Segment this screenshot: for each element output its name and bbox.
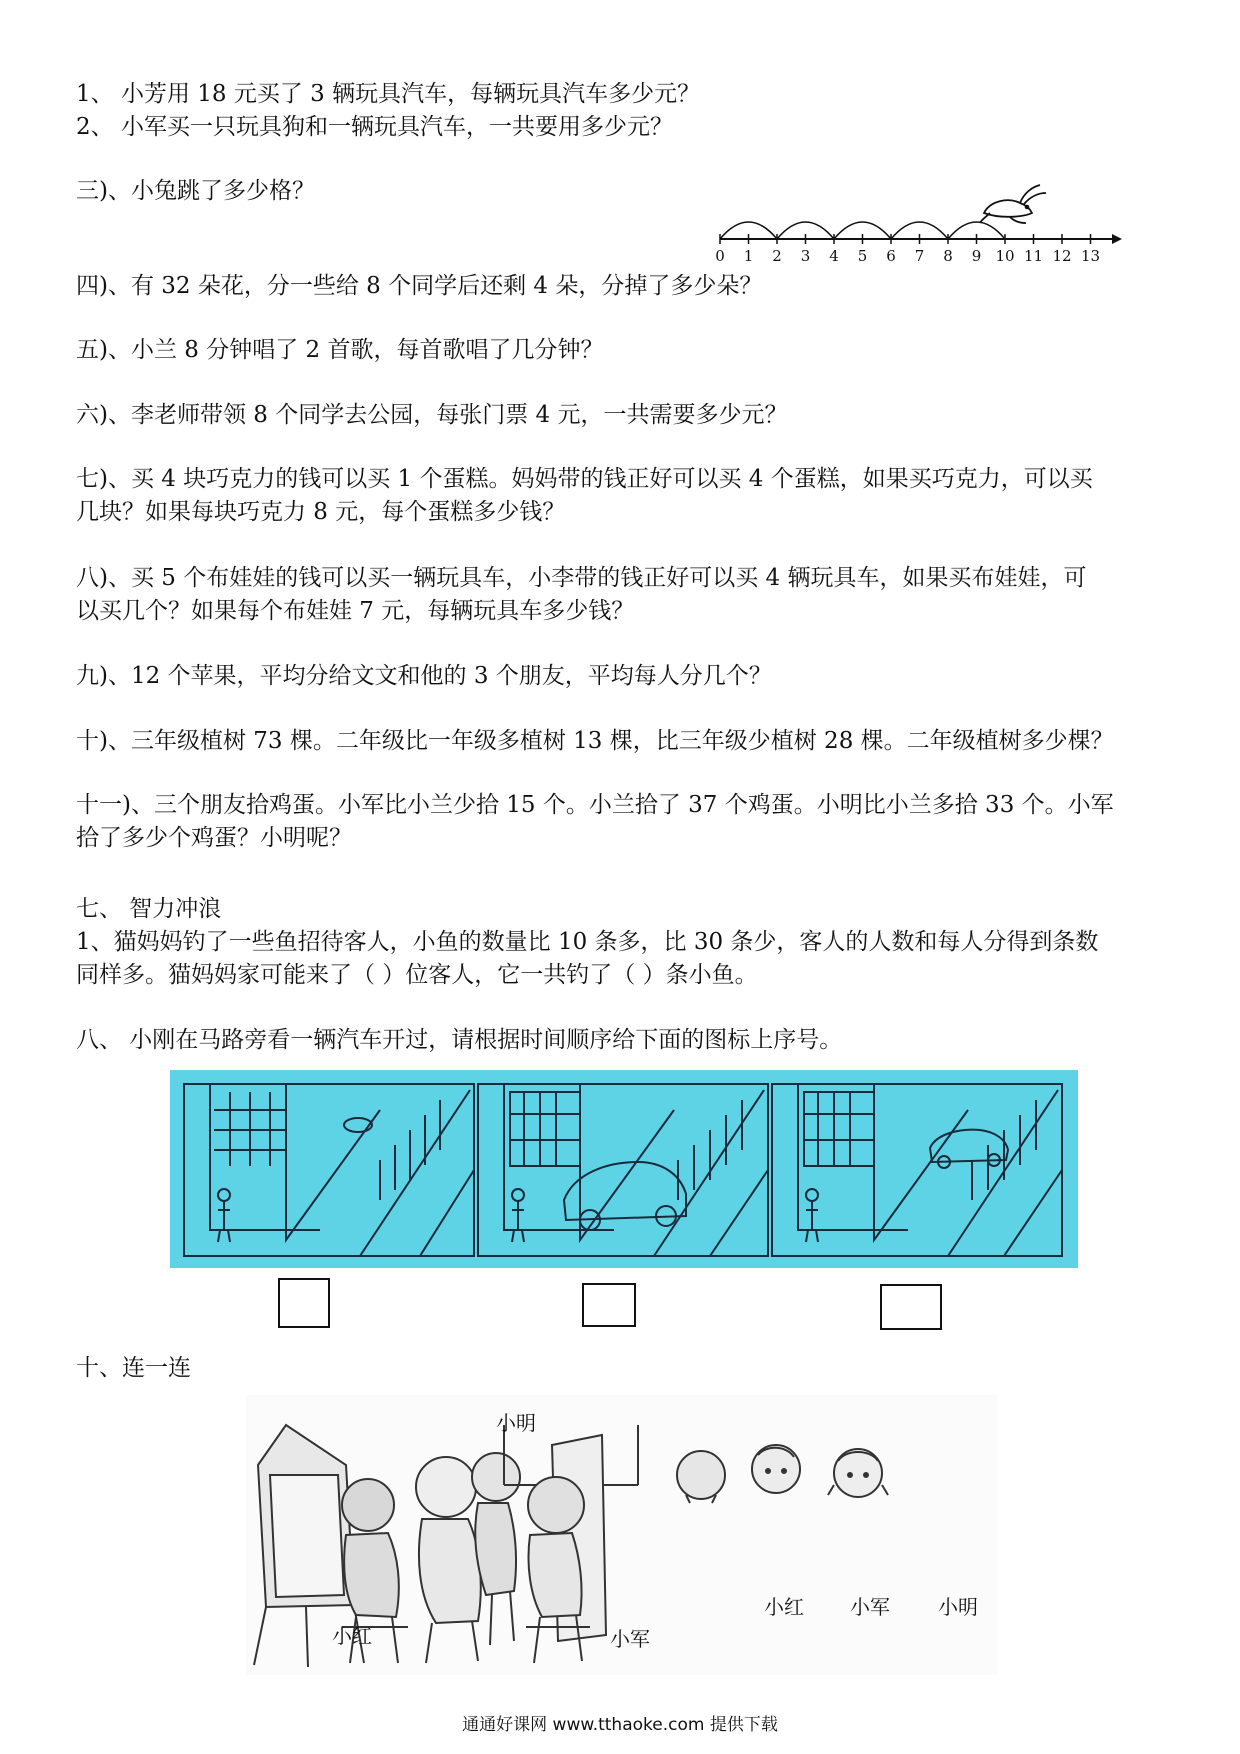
label-xiaohong-scene: 小红 (332, 1624, 372, 1648)
order-answer-box-2[interactable] (582, 1283, 636, 1327)
number-line-tick-label: 4 (829, 247, 839, 265)
order-answer-box-3[interactable] (880, 1284, 942, 1330)
connect-picture (246, 1395, 998, 1675)
footer-credit: 通通好课网 www.tthaoke.com 提供下载 (462, 1715, 778, 1735)
number-line-arrow (1112, 234, 1122, 244)
number-line-tick-label: 5 (857, 247, 868, 265)
number-line-tick-label: 10 (995, 247, 1015, 265)
number-line-tick-label: 3 (800, 247, 811, 265)
order-answer-box-1[interactable] (278, 1278, 330, 1328)
number-line-tick-label: 7 (914, 247, 925, 265)
question-11-line2: 拾了多少个鸡蛋？小明呢？ (76, 825, 352, 851)
question-8-line1: 八)、买 5 个布娃娃的钱可以买一辆玩具车，小李带的钱正好可以买 4 辆玩具车，如果买布娃娃，可 (76, 565, 1087, 591)
number-line-tick-label: 13 (1080, 247, 1101, 265)
question-2: 2、 小军买一只玩具狗和一辆玩具汽车，一共要用多少元？ (76, 114, 673, 140)
head-xiaojun (752, 1445, 800, 1493)
question-rabbit-jumps: 三)、小兔跳了多少格？ (76, 178, 315, 204)
number-line-tick-label: 8 (943, 247, 953, 265)
section-10-heading: 十、连一连 (76, 1355, 191, 1381)
number-line-figure (712, 175, 1122, 265)
question-7-line2: 几块？如果每块巧克力 8 元，每个蛋糕多少钱？ (76, 499, 566, 525)
number-line-tick-label: 9 (971, 247, 982, 265)
section-7-question-line2: 同样多。猫妈妈家可能来了（ ）位客人，它一共钓了（ ）条小鱼。 (76, 962, 758, 988)
number-line-tick-label: 11 (1023, 247, 1044, 265)
comic-background (170, 1070, 1078, 1268)
section-8-heading: 八、 小刚在马路旁看一辆汽车开过，请根据时间顺序给下面的图标上序号。 (76, 1027, 843, 1053)
number-line-tick-label: 6 (886, 247, 896, 265)
number-line-tick-label: 2 (772, 247, 782, 265)
label-xiaojun-scene: 小军 (610, 1627, 650, 1651)
number-line (715, 222, 1122, 265)
question-10: 十)、三年级植树 73 棵。二年级比一年级多植树 13 棵，比三年级少植树 28 棵。二年级植树多少棵？ (76, 728, 1114, 754)
question-7-line1: 七)、买 4 块巧克力的钱可以买 1 个蛋糕。妈妈带的钱正好可以买 4 个蛋糕，如果买巧克力，可以买 (76, 466, 1093, 492)
label-xiaoming-scene: 小明 (496, 1411, 536, 1435)
question-4: 四)、有 32 朵花，分一些给 8 个同学后还剩 4 朵，分掉了多少朵？ (76, 273, 763, 299)
car-sequence-comic (170, 1070, 1078, 1268)
rabbit-icon (980, 185, 1046, 223)
question-11-line1: 十一)、三个朋友拾鸡蛋。小军比小兰少拾 15 个。小兰拾了 37 个鸡蛋。小明比小兰多拾 33 个。小军 (76, 792, 1114, 818)
section-7-question-line1: 1、猫妈妈钓了一些鱼招待客人，小鱼的数量比 10 条多，比 30 条少，客人的人数和每人分得到条数 (76, 929, 1099, 955)
question-8-line2: 以买几个？如果每个布娃娃 7 元，每辆玩具车多少钱？ (76, 598, 635, 624)
label-right-1: 小红 (764, 1595, 804, 1619)
label-right-3: 小明 (938, 1595, 978, 1619)
number-line-tick-label: 1 (743, 247, 754, 265)
question-6: 六)、李老师带领 8 个同学去公园，每张门票 4 元，一共需要多少元？ (76, 402, 788, 428)
question-5: 五)、小兰 8 分钟唱了 2 首歌，每首歌唱了几分钟？ (76, 337, 604, 363)
label-right-2: 小军 (850, 1595, 890, 1619)
section-7-heading: 七、 智力冲浪 (76, 896, 222, 922)
number-line-tick-label: 12 (1052, 247, 1072, 265)
number-line-tick-label: 0 (715, 247, 725, 265)
question-1: 1、 小芳用 18 元买了 3 辆玩具汽车，每辆玩具汽车多少元？ (76, 81, 701, 107)
question-9: 九)、12 个苹果，平均分给文文和他的 3 个朋友，平均每人分几个？ (76, 663, 772, 689)
